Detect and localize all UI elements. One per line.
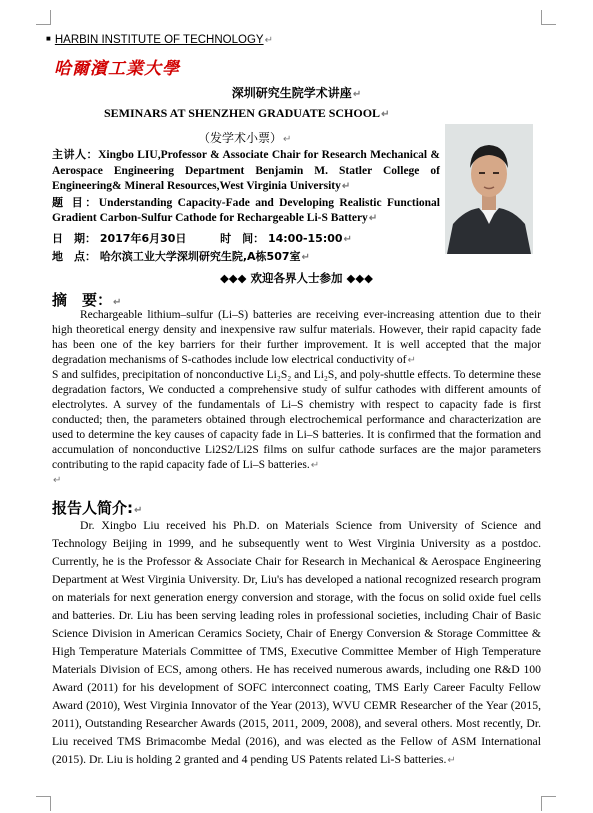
date-label: 日 期： [52,232,96,245]
time-value: 14:00-15:00 [267,232,343,245]
abstract-paragraph-2: S and sulfides, precipitation of nonconductive Li₂S₂ and Li₂S, and poly-shuttle effects. To determine these degradation factors, We conducted a comprehensive study of sulfur cathodes with different amounts of electrolytes. A survey of the fundamentals of Li–S chemistry with respect to capacity fade is first conducted; then, the parameters obtained through electrochemical performance and characterization are used to determine the key causes of capacity fade in Li–S batteries. It is confirmed that the formation and accumulation of nonconductive Li2S2/Li2S films on sulfur cathode surfaces are the major parameters contributing to the rapid capacity fade of Li–S batteries.↵ [52,369,541,471]
speaker-portrait-image [445,124,533,254]
crop-mark-top-left [36,10,51,25]
speaker-photo [445,124,533,254]
university-logo: 哈爾濱工業大學 [54,59,180,79]
date-time-line: 日 期： 2017年6月30日 时 间： 14:00-15:00↵ [52,232,352,245]
location-value: 哈尔滨工业大学深圳研究生院,A栋507室 [99,250,301,263]
abstract-heading: 摘 要：↵ [52,291,122,309]
seminar-title-english: SEMINARS AT SHENZHEN GRADUATE SCHOOL↵ [104,106,390,120]
bio-heading: 报告人简介:↵ [52,499,143,517]
speaker-label: 主讲人： [52,148,99,161]
seminar-title-chinese: 深圳研究生院学术讲座↵ [231,86,362,100]
location-label: 地 点： [52,250,96,263]
topic-label: 题 目： [52,195,99,209]
institution-line [46,34,273,46]
date-value: 2017年6月30日 [99,232,187,245]
welcome-banner: ◆◆◆ 欢迎各界人士参加 ◆◆◆ [219,271,374,285]
crop-mark-top-right [541,10,556,25]
seminar-subtitle: （发学术小票）↵ [198,131,292,145]
speaker-details: Xingbo LIU,Professor & Associate Chair for Research Mechanical & Aerospace Engineering Department Benjamin M. Statler College of Engineering& Mineral Resources,West Virginia University [52,149,441,192]
bio-paragraph: Dr. Xingbo Liu received his Ph.D. on Materials Science from University of Science and Technology Beijing in 1999, and he subsequently went to West Virginia University as a postdoc. Currently, he is the Professor & Associate Chair for Research in Mechanical & Aerospace Engineering Department at West Virginia University. Dr, Liu's has developed a national recognized research program on materials for next generation energy conversion and storage, with the focus on solid oxide fuel cells and batteries. Dr. Liu has been serving leading roles in professional societies, including Chair of Basic Science Division in American Ceramics Society, Chair of Energy Conversion & Storage Committee & High Temperature Materials Committee of TMS, Executive Committee Member of High Temperature Materials Division of ECS, among others. He has received numerous awards, including one R&D 100 Award (2011) for his development of SOFC interconnect coating, TMS Early Career Faculty Fellow Award (2010), West Virginia Innovator of the Year (2013), WVU CEMR Researcher of the Year (2015, 2011), Outstanding Researcher Awards (2015, 2011, 2009, 2008), and several others. Most recently, Dr. Liu received TMS Brimacombe Medal (2016), and was elected as the Fellow of ASM International (2015). Dr. Liu is holding 2 granted and 4 pending US Patents related Li-S batteries.↵ [52,519,541,766]
crop-mark-bottom-right [541,796,556,811]
empty-paragraph: ↵ [53,475,62,486]
paragraph-mark-icon: ↵ [264,35,273,46]
bullet-icon: ■ [46,34,51,43]
topic-text: Understanding Capacity-Fade and Developing Realistic Functional Gradient Carbon-Sulfur Cathode for Rechargeable Li-S Battery [52,196,440,224]
bio-body [52,517,541,770]
speaker-info: 主讲人：Xingbo LIU,Professor & Associate Chair for Research Mechanical & Aerospace Engineering Department Benjamin M. Statler College of Engineering& Mineral Resources,West Virginia University↵ 题 目：Understanding Capacity-Fade and Developing Realistic Functional Gradient Carbon-Sulfur Cathode for Rechargeable Li-S Battery↵ [52,148,441,224]
institution-name[interactable]: HARBIN INSTITUTE OF TECHNOLOGY [54,34,264,46]
abstract-paragraph-1: Rechargeable lithium–sulfur (Li–S) batteries are receiving ever-increasing attention due to their high theoretical energy density and inexpensive raw sulfur materials. However, their rapid capacity fade has been one of the key barriers for their further improvement. It is well accepted that the major degradation mechanisms of S-cathodes include low electrical conductivity of↵ [52,309,541,366]
time-label: 时 间： [220,232,265,245]
abstract-body [52,308,541,488]
crop-mark-bottom-left [36,796,51,811]
location-line: 地 点： 哈尔滨工业大学深圳研究生院,A栋507室↵ [52,250,310,263]
